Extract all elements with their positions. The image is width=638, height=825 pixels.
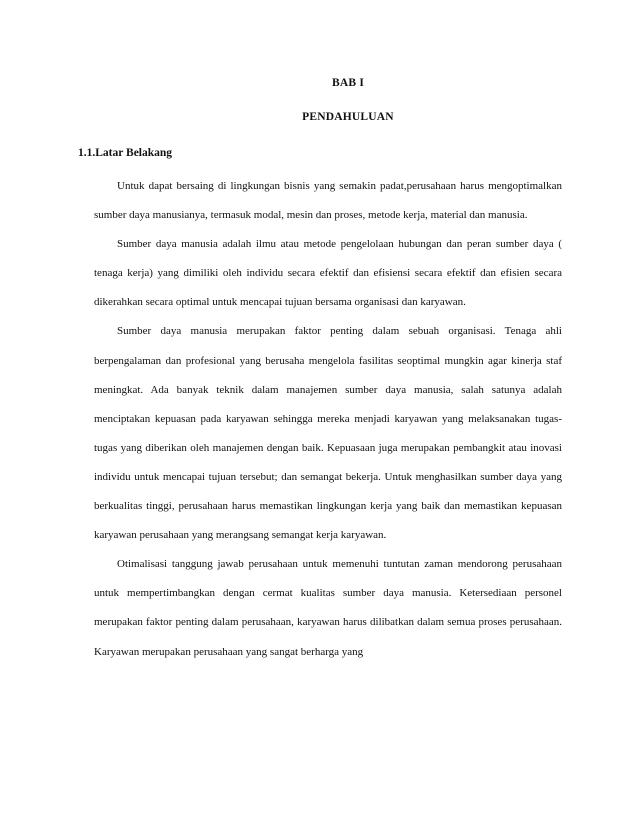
section-heading: 1.1.Latar Belakang — [78, 147, 173, 159]
paragraph-3: Sumber daya manusia merupakan faktor penting dalam sebuah organisasi. Tenaga ahli berpengalaman dan profesional yang berusaha mengelola fasilitas seoptimal mungkin agar kinerja staf meningkat. Ada banyak teknik dalam manajemen sumber daya manusia, salah satunya adalah menciptakan kepuasan pada karyawan sehingga mereka menjadi karyawan yang melaksanakan tugas-tugas yang diberikan oleh manajemen dengan baik. Kepuasaan juga merupakan pembangkit atau inovasi individu untuk mencapai tujuan tersebut; dan semangat bekerja. Untuk menghasilkan sumber daya yang berkualitas tinggi, perusahaan harus memastikan lingkungan kerja yang baik dan memastikan kepuasan karyawan perusahaan yang merangsang semangat kerja karyawan. — [94, 325, 562, 542]
paragraph-2: Sumber daya manusia adalah ilmu atau metode pengelolaan hubungan dan peran sumber daya ( tenaga kerja) yang dimiliki oleh individu secara efektif dan efisiensi secara efektif dan efisien secara dikerahkan secara optimal untuk mencapai tujuan bersama organisasi dan karyawan. — [94, 238, 562, 309]
paragraph-4: Otimalisasi tanggung jawab perusahaan untuk memenuhi tuntutan zaman mendorong perusahaan untuk mempertimbangkan dengan cermat kualitas sumber daya manusia. Ketersediaan personel merupakan faktor penting dalam perusahaan, karyawan harus dilibatkan dalam semua proses perusahaan. Karyawan merupakan perusahaan yang sangat berharga yang — [94, 558, 562, 658]
paragraph-1: Untuk dapat bersaing di lingkungan bisnis yang semakin padat,perusahaan harus mengoptimalkan sumber daya manusianya, termasuk modal, mesin dan proses, metode kerja, material dan manusia. — [94, 180, 562, 222]
body-text — [94, 172, 562, 667]
chapter-label: BAB I — [332, 77, 364, 89]
chapter-title: PENDAHULUAN — [302, 111, 394, 123]
